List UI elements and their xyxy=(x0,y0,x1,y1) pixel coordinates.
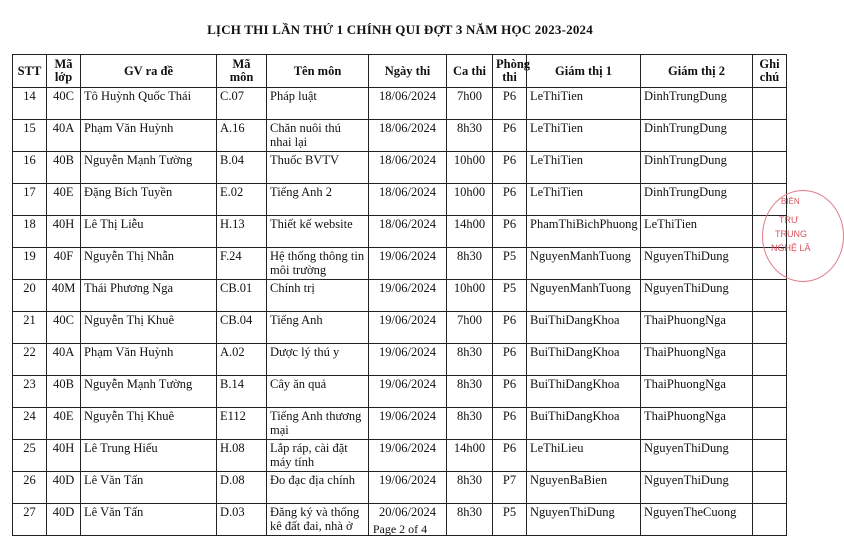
cell-stt: 20 xyxy=(13,280,47,312)
page-number: Page 2 of 4 xyxy=(372,522,428,536)
cell-ca-thi: 8h30 xyxy=(447,344,493,376)
cell-ma-lop: 40H xyxy=(47,216,81,248)
cell-ma-mon: C.07 xyxy=(217,88,267,120)
cell-giam-thi-1: BuiThiDangKhoa xyxy=(527,408,641,440)
cell-ten-mon: Chính trị xyxy=(267,280,369,312)
cell-ghi-chu xyxy=(753,376,787,408)
cell-phong-thi: P5 xyxy=(493,280,527,312)
cell-ngay-thi: 18/06/2024 xyxy=(369,152,447,184)
cell-ngay-thi: 18/06/2024 xyxy=(369,184,447,216)
cell-ma-mon: E.02 xyxy=(217,184,267,216)
cell-phong-thi: P6 xyxy=(493,408,527,440)
cell-ma-lop: 40D xyxy=(47,472,81,504)
cell-ghi-chu xyxy=(753,280,787,312)
cell-ca-thi: 8h30 xyxy=(447,408,493,440)
cell-ma-mon: D.08 xyxy=(217,472,267,504)
cell-phong-thi: P6 xyxy=(493,344,527,376)
cell-stt: 19 xyxy=(13,248,47,280)
cell-stt: 14 xyxy=(13,88,47,120)
cell-ma-lop: 40C xyxy=(47,88,81,120)
table-row xyxy=(13,152,787,184)
cell-giam-thi-1: BuiThiDangKhoa xyxy=(527,344,641,376)
cell-giam-thi-1: PhamThiBichPhuong xyxy=(527,216,641,248)
cell-ca-thi: 7h00 xyxy=(447,312,493,344)
cell-ghi-chu xyxy=(753,312,787,344)
table-row xyxy=(13,312,787,344)
cell-phong-thi: P6 xyxy=(493,152,527,184)
cell-ca-thi: 8h30 xyxy=(447,504,493,536)
header-ma-mon: Mã môn xyxy=(217,55,267,88)
cell-ngay-thi: 20/06/2024 xyxy=(369,504,447,536)
cell-ngay-thi: 18/06/2024 xyxy=(369,120,447,152)
cell-ma-lop: 40F xyxy=(47,248,81,280)
header-giam-thi-1: Giám thị 1 xyxy=(527,55,641,88)
cell-stt: 27 xyxy=(13,504,47,536)
cell-ten-mon: Tiếng Anh 2 xyxy=(267,184,369,216)
table-row xyxy=(13,216,787,248)
cell-stt: 15 xyxy=(13,120,47,152)
cell-giam-thi-1: LeThiTien xyxy=(527,120,641,152)
stamp-text: BIÊN xyxy=(781,197,800,206)
cell-ghi-chu xyxy=(753,152,787,184)
cell-giam-thi-2: DinhTrungDung xyxy=(641,120,753,152)
cell-phong-thi: P5 xyxy=(493,504,527,536)
cell-ten-mon: Thiết kế website xyxy=(267,216,369,248)
cell-stt: 17 xyxy=(13,184,47,216)
table-row xyxy=(13,376,787,408)
cell-phong-thi: P6 xyxy=(493,184,527,216)
cell-ten-mon: Tiếng Anh thương mại xyxy=(267,408,369,440)
cell-giam-thi-1: LeThiTien xyxy=(527,88,641,120)
cell-giam-thi-1: NguyenBaBien xyxy=(527,472,641,504)
cell-ma-mon: A.16 xyxy=(217,120,267,152)
cell-giam-thi-1: LeThiLieu xyxy=(527,440,641,472)
header-phong-thi: Phòng thi xyxy=(493,55,527,88)
cell-giam-thi-2: DinhTrungDung xyxy=(641,184,753,216)
cell-giam-thi-2: NguyenThiDung xyxy=(641,440,753,472)
stamp-text: TRƯ xyxy=(779,215,799,225)
cell-giam-thi-1: BuiThiDangKhoa xyxy=(527,312,641,344)
cell-ca-thi: 8h30 xyxy=(447,472,493,504)
cell-giam-thi-2: ThaiPhuongNga xyxy=(641,344,753,376)
cell-ghi-chu xyxy=(753,88,787,120)
cell-phong-thi: P6 xyxy=(493,216,527,248)
cell-gv-ra-de: Phạm Văn Huỳnh xyxy=(81,344,217,376)
cell-ngay-thi: 19/06/2024 xyxy=(369,312,447,344)
cell-gv-ra-de: Tô Huỳnh Quốc Thái xyxy=(81,88,217,120)
cell-ten-mon: Cây ăn quả xyxy=(267,376,369,408)
table-row xyxy=(13,120,787,152)
cell-ma-lop: 40M xyxy=(47,280,81,312)
cell-ma-mon: D.03 xyxy=(217,504,267,536)
cell-ma-lop: 40E xyxy=(47,184,81,216)
cell-giam-thi-1: NguyenManhTuong xyxy=(527,248,641,280)
table-row xyxy=(13,280,787,312)
cell-ten-mon: Hệ thống thông tin môi trường xyxy=(267,248,369,280)
cell-gv-ra-de: Lê Văn Tấn xyxy=(81,472,217,504)
cell-ma-lop: 40A xyxy=(47,120,81,152)
cell-ten-mon: Dược lý thú y xyxy=(267,344,369,376)
table-row xyxy=(13,408,787,440)
cell-ngay-thi: 19/06/2024 xyxy=(369,376,447,408)
cell-stt: 16 xyxy=(13,152,47,184)
cell-ten-mon: Thuốc BVTV xyxy=(267,152,369,184)
cell-giam-thi-2: ThaiPhuongNga xyxy=(641,312,753,344)
cell-ten-mon: Lắp ráp, cài đặt máy tính xyxy=(267,440,369,472)
cell-stt: 26 xyxy=(13,472,47,504)
cell-gv-ra-de: Lê Thị Liễu xyxy=(81,216,217,248)
header-ghi-chu: Ghi chú xyxy=(753,55,787,88)
cell-ghi-chu xyxy=(753,120,787,152)
exam-schedule-table xyxy=(12,54,787,536)
cell-ghi-chu xyxy=(753,440,787,472)
cell-giam-thi-2: NguyenThiDung xyxy=(641,472,753,504)
header-stt: STT xyxy=(13,55,47,88)
cell-gv-ra-de: Nguyễn Mạnh Tường xyxy=(81,152,217,184)
cell-ghi-chu xyxy=(753,472,787,504)
cell-ma-lop: 40B xyxy=(47,376,81,408)
cell-ma-mon: A.02 xyxy=(217,344,267,376)
cell-ma-lop: 40H xyxy=(47,440,81,472)
cell-giam-thi-1: NguyenManhTuong xyxy=(527,280,641,312)
table-row xyxy=(13,248,787,280)
cell-gv-ra-de: Nguyễn Thị Khuê xyxy=(81,408,217,440)
cell-ca-thi: 10h00 xyxy=(447,152,493,184)
cell-ma-mon: B.14 xyxy=(217,376,267,408)
cell-phong-thi: P6 xyxy=(493,88,527,120)
table-row xyxy=(13,344,787,376)
cell-ca-thi: 10h00 xyxy=(447,280,493,312)
cell-ten-mon: Tiếng Anh xyxy=(267,312,369,344)
cell-giam-thi-2: NguyenTheCuong xyxy=(641,504,753,536)
red-seal-stamp xyxy=(762,190,844,282)
cell-giam-thi-1: LeThiTien xyxy=(527,184,641,216)
cell-ten-mon: Chăn nuôi thú nhai lại xyxy=(267,120,369,152)
cell-stt: 23 xyxy=(13,376,47,408)
cell-ngay-thi: 19/06/2024 xyxy=(369,440,447,472)
cell-gv-ra-de: Đặng Bích Tuyền xyxy=(81,184,217,216)
cell-giam-thi-2: ThaiPhuongNga xyxy=(641,408,753,440)
cell-phong-thi: P6 xyxy=(493,120,527,152)
cell-giam-thi-2: LeThiTien xyxy=(641,216,753,248)
table-row xyxy=(13,88,787,120)
cell-phong-thi: P6 xyxy=(493,440,527,472)
cell-ten-mon: Đăng ký và thống kê đất đai, nhà ở xyxy=(267,504,369,536)
cell-ca-thi: 14h00 xyxy=(447,440,493,472)
cell-giam-thi-2: NguyenThiDung xyxy=(641,248,753,280)
cell-ma-lop: 40D xyxy=(47,504,81,536)
cell-ngay-thi: 19/06/2024 xyxy=(369,248,447,280)
cell-ngay-thi: 18/06/2024 xyxy=(369,216,447,248)
cell-ma-mon: H.13 xyxy=(217,216,267,248)
cell-ghi-chu xyxy=(753,344,787,376)
cell-ca-thi: 14h00 xyxy=(447,216,493,248)
cell-gv-ra-de: Thái Phương Nga xyxy=(81,280,217,312)
cell-gv-ra-de: Lê Văn Tấn xyxy=(81,504,217,536)
cell-ma-mon: H.08 xyxy=(217,440,267,472)
cell-giam-thi-1: NguyenThiDung xyxy=(527,504,641,536)
cell-gv-ra-de: Nguyễn Thị Nhẫn xyxy=(81,248,217,280)
document-title: LỊCH THI LẦN THỨ 1 CHÍNH QUI ĐỢT 3 NĂM HỌC 2023-2024 xyxy=(207,22,593,37)
table-header-row xyxy=(13,55,787,88)
cell-ca-thi: 8h30 xyxy=(447,376,493,408)
cell-ngay-thi: 19/06/2024 xyxy=(369,280,447,312)
cell-stt: 21 xyxy=(13,312,47,344)
cell-stt: 24 xyxy=(13,408,47,440)
cell-ngay-thi: 19/06/2024 xyxy=(369,344,447,376)
header-ma-lop: Mã lớp xyxy=(47,55,81,88)
cell-ca-thi: 8h30 xyxy=(447,248,493,280)
cell-gv-ra-de: Nguyễn Thị Khuê xyxy=(81,312,217,344)
cell-giam-thi-1: LeThiTien xyxy=(527,152,641,184)
cell-ma-mon: CB.04 xyxy=(217,312,267,344)
cell-ngay-thi: 18/06/2024 xyxy=(369,88,447,120)
stamp-text: NGHỆ LÂ xyxy=(771,243,811,253)
cell-ca-thi: 10h00 xyxy=(447,184,493,216)
cell-ma-mon: E112 xyxy=(217,408,267,440)
cell-giam-thi-1: BuiThiDangKhoa xyxy=(527,376,641,408)
cell-ma-lop: 40C xyxy=(47,312,81,344)
header-giam-thi-2: Giám thị 2 xyxy=(641,55,753,88)
cell-ten-mon: Pháp luật xyxy=(267,88,369,120)
cell-stt: 18 xyxy=(13,216,47,248)
header-ten-mon: Tên môn xyxy=(267,55,369,88)
cell-ghi-chu xyxy=(753,408,787,440)
cell-ma-lop: 40E xyxy=(47,408,81,440)
cell-ma-lop: 40B xyxy=(47,152,81,184)
cell-ma-mon: CB.01 xyxy=(217,280,267,312)
cell-ma-mon: F.24 xyxy=(217,248,267,280)
cell-giam-thi-2: DinhTrungDung xyxy=(641,88,753,120)
cell-ca-thi: 7h00 xyxy=(447,88,493,120)
cell-phong-thi: P6 xyxy=(493,312,527,344)
cell-ma-mon: B.04 xyxy=(217,152,267,184)
cell-giam-thi-2: NguyenThiDung xyxy=(641,280,753,312)
cell-giam-thi-2: ThaiPhuongNga xyxy=(641,376,753,408)
cell-ten-mon: Đo đạc địa chính xyxy=(267,472,369,504)
stamp-text: TRUNG xyxy=(775,229,807,239)
table-row xyxy=(13,440,787,472)
cell-phong-thi: P7 xyxy=(493,472,527,504)
header-ngay-thi: Ngày thi xyxy=(369,55,447,88)
cell-stt: 22 xyxy=(13,344,47,376)
table-row xyxy=(13,472,787,504)
cell-stt: 25 xyxy=(13,440,47,472)
cell-gv-ra-de: Lê Trung Hiếu xyxy=(81,440,217,472)
cell-gv-ra-de: Phạm Văn Huỳnh xyxy=(81,120,217,152)
cell-ma-lop: 40A xyxy=(47,344,81,376)
cell-gv-ra-de: Nguyễn Mạnh Tường xyxy=(81,376,217,408)
cell-phong-thi: P5 xyxy=(493,248,527,280)
header-ca-thi: Ca thi xyxy=(447,55,493,88)
header-gv-ra-de: GV ra đề xyxy=(81,55,217,88)
cell-phong-thi: P6 xyxy=(493,376,527,408)
cell-ngay-thi: 19/06/2024 xyxy=(369,408,447,440)
cell-ca-thi: 8h30 xyxy=(447,120,493,152)
cell-ngay-thi: 19/06/2024 xyxy=(369,472,447,504)
cell-giam-thi-2: DinhTrungDung xyxy=(641,152,753,184)
table-row xyxy=(13,184,787,216)
